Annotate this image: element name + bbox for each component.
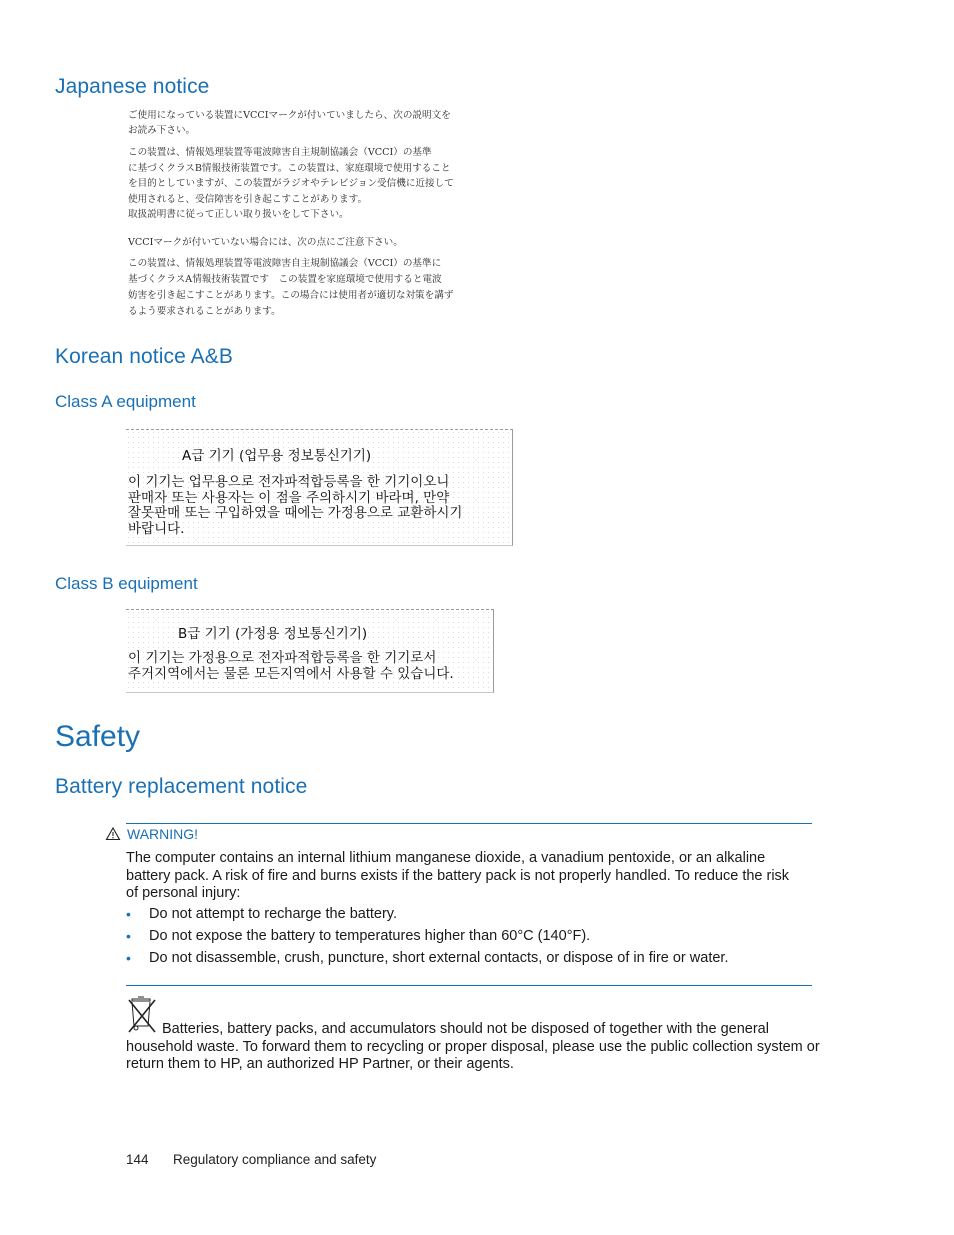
class-a-notice-title: A급 기기 (업무용 정보통신기기) bbox=[182, 448, 372, 464]
japanese-notice-para-4: この装置は、情報処理装置等電波障害自主規制協議会（VCCI）の基準に 基づくクラスA情報技術装置です この装置を家庭環境で使用すると電波 妨害を引き起こすことがあります。この場合には使用者が適切な対策を講ず るよう要求されることがあります。 bbox=[128, 258, 454, 317]
battery-disposal-text: Batteries, battery packs, and accumulators should not be disposed of together with the general household waste. To forward them to recycling or proper disposal, please use the public collection system or return them to HP, an authorized HP Partner, or their agents. bbox=[126, 1021, 820, 1072]
class-b-notice-body: 이 기기는 가정용으로 전자파적합등록을 한 기기로서 주거지역에서는 물론 모든지역에서 사용할 수 있습니다. bbox=[128, 650, 454, 682]
warning-bullet-list bbox=[126, 906, 812, 972]
battery-replacement-heading: Battery replacement notice bbox=[55, 775, 308, 798]
warning-label: WARNING! bbox=[127, 826, 199, 842]
japanese-notice-para-1: ご使用になっている装置にVCCIマークが付いていましたら、次の説明文を お読み下さい。 bbox=[128, 110, 451, 137]
bullet-dot: • bbox=[126, 928, 131, 944]
warning-bottom-rule bbox=[126, 985, 812, 986]
footer-section-title: Regulatory compliance and safety bbox=[173, 1152, 377, 1167]
warning-text: The computer contains an internal lithium manganese dioxide, a vanadium pentoxide, or an alkaline battery pack. A risk of fire and burns exists if the battery pack is not properly handled. To reduce the risk of personal injury: bbox=[126, 850, 790, 901]
class-b-notice-box bbox=[126, 609, 494, 693]
list-item bbox=[126, 906, 812, 928]
list-item bbox=[126, 928, 812, 950]
class-a-heading: Class A equipment bbox=[55, 392, 196, 411]
japanese-notice-para-2: この装置は、情報処理装置等電波障害自主規制協議会（VCCI）の基準 に基づくクラスB情報技術装置です。この装置は、家庭環境で使用すること を目的としていますが、この装置がラジオやテレビジョン受信機に近接して 使用されると、受信障害を引き起こすことがあります。 取扱説明書に従って正しい取り扱いをして下さい。 bbox=[128, 147, 454, 221]
page-number: 144 bbox=[126, 1152, 149, 1167]
warning-top-rule bbox=[126, 823, 812, 824]
list-item bbox=[126, 950, 812, 972]
bullet-text: Do not expose the battery to temperatures higher than 60°C (140°F). bbox=[149, 928, 591, 944]
class-a-notice-box bbox=[126, 429, 513, 546]
warning-triangle-icon bbox=[105, 826, 121, 842]
bullet-dot: • bbox=[126, 906, 131, 922]
bullet-dot: • bbox=[126, 950, 131, 966]
japanese-notice-heading: Japanese notice bbox=[55, 75, 210, 98]
bullet-text: Do not disassemble, crush, puncture, short external contacts, or dispose of in fire or water. bbox=[149, 950, 729, 966]
bullet-text: Do not attempt to recharge the battery. bbox=[149, 906, 397, 922]
korean-notice-heading: Korean notice A&B bbox=[55, 345, 233, 368]
class-b-notice-title: B급 기기 (가정용 정보통신기기) bbox=[178, 626, 368, 642]
class-a-notice-body: 이 기기는 업무용으로 전자파적합등록을 한 기기이오니 판매자 또는 사용자는 이 점을 주의하시기 바라며, 만약 잘못판매 또는 구입하였을 때에는 가정용으로 교환하시기 바랍니다. bbox=[128, 474, 463, 537]
safety-heading: Safety bbox=[55, 720, 141, 753]
class-b-heading: Class B equipment bbox=[55, 574, 198, 593]
japanese-notice-para-3: VCCIマークが付いていない場合には、次の点にご注意下さい。 bbox=[128, 237, 403, 248]
